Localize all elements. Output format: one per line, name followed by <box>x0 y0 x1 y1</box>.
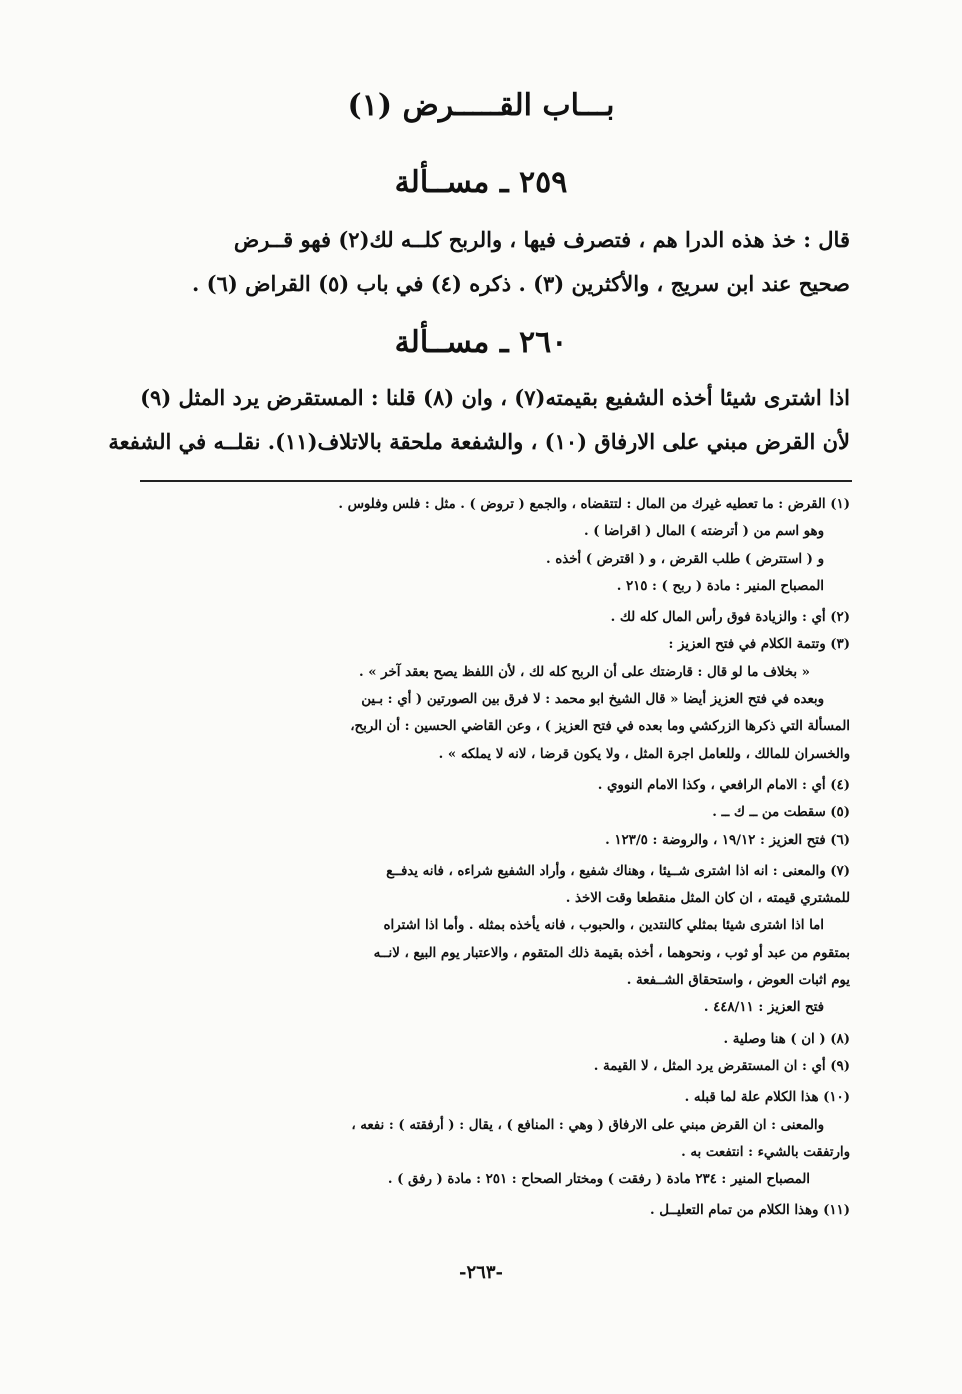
footnote-line: (٥) سقطت من ــ ك ــ . <box>712 805 850 821</box>
footnote-line: « بخلاف ما لو قال : قارضتك على أن الربح كله لك ، لأن اللفظ يصح بعقد آخر » . <box>358 664 810 680</box>
footnote-divider <box>140 480 852 482</box>
footnote-line: المصباح المنير : ٢٣٤ مادة ( رفقت ) ومختار الصحاح : ٢٥١ : مادة ( رفق ) . <box>387 1172 810 1188</box>
issue-heading-259: ٢٥٩ ـ مســألة <box>394 165 568 200</box>
issue-text-line: لأن القرض مبني على الارفاق (١٠) ، والشفعة ملحقة بالاتلاف(١١). نقلــه في الشفعة <box>108 429 850 454</box>
footnote-line: (٧) والمعنى : انه اذا اشترى شــيئا ، وهناك شفيع ، وأراد الشفيع شراءه ، فانه يدفــع <box>386 863 850 879</box>
issue-text-line: اذا اشترى شيئا أخذه الشفيع بقيمته(٧) ، وان (٨) قلنا : المستقرض يرد المثل (٩) <box>140 385 850 410</box>
footnote-line: (٨) ( ان ) هنا وصلية . <box>723 1031 850 1047</box>
footnote-line: بمتقوم من عبد أو ثوب ، ونحوهما ، أخذه بقيمة ذلك المتقوم ، والاعتبار يوم البيع ، لانــه <box>373 945 850 961</box>
footnote-line: المسألة التي ذكرها الزركشي وما بعده في فتح العزيز ) ، وعن القاضي الحسين : أن الربح، <box>350 719 850 735</box>
footnote-line: وبعده في فتح العزيز أيضا « قال الشيخ ابو محمد : لا فرق بين الصورتين ( أي : بـين <box>361 692 824 708</box>
chapter-title: بـــاب القـــــرض (١) <box>347 88 615 123</box>
issue-text-line: قال : خذ هذه الدرا هم ، فتصرف فيها ، والربح كلــه لك(٢) فهو قــرض <box>233 227 850 252</box>
issue-text-259 <box>138 218 850 306</box>
footnote-line: (١٠) هذا الكلام علة لما قبله . <box>684 1090 850 1106</box>
footnote-line: (٤) أي : الامام الرافعي ، وكذا الامام النووي . <box>597 777 850 793</box>
footnote-line: وهو اسم من ( أترضته ) المال ( اقراضا ) . <box>583 524 824 540</box>
footnote-line: (٩) أي : ان المستقرض يرد المثل ، لا القيمة . <box>593 1058 850 1074</box>
footnote-line: للمشتري قيمته ، ان كان المثل منقطعا وقت الاخذ . <box>565 891 850 907</box>
footnote-line: المصباح المنير : مادة ( ربح ) : ٢١٥ . <box>616 578 824 594</box>
footnote-line: (١) القرض : ما تعطيه غيرك من المال : لتتقضاه ، والجمع ( تروض ) . مثل : فلس وفلوس . <box>338 497 850 512</box>
issue-text-line: صحيح عند ابن سريج ، والأكثرين (٣) . ذكره (٤) في باب (٥) القراض (٦) . <box>192 271 850 296</box>
page-number: -٢٦٣- <box>459 1262 503 1283</box>
footnote-line: و ( استترض ) طلب القرض ، و ( اقترض ) أخذه . <box>545 551 824 567</box>
footnote-line: (١١) وهذا الكلام من تمام التعليــل . <box>649 1203 850 1219</box>
footnote-line: والخسران للمالك ، وللعامل اجرة المثل ، ولا يكون قرضا ، لانه لا يملكه » . <box>438 746 850 762</box>
footnote-line: والمعنى : ان القرض مبني على الارفاق ( وهي : المنافع ) ، يقال : ( أرفقته ) : نفعه ، <box>351 1117 824 1133</box>
footnote-line: (٦) فتح العزيز : ١٩/١٢ ، والروضة : ١٢٣/٥ . <box>605 832 850 848</box>
footnote-line: اما اذا اشترى شيئا بمثلي كالنتدين ، والحبوب ، فانه يأخذه بمثله . وأما اذا اشتراه <box>383 918 824 934</box>
issue-text-260 <box>108 376 850 464</box>
footnote-line: (٣) وتتمة الكلام في فتح العزيز : <box>668 637 850 653</box>
footnote-line: وارتفقت بالشيء : انتفعت به . <box>681 1144 850 1160</box>
footnote-line: فتح العزيز : ٤٤٨/١١ . <box>703 1000 824 1016</box>
footnotes <box>138 487 850 1225</box>
issue-heading-260: ٢٦٠ ـ مســألة <box>394 325 568 360</box>
footnote-line: (٢) أي : والزيادة فوق رأس المال كله لك . <box>610 610 850 626</box>
footnote-line: يوم اثبات العوض ، واستحقاق الشــفعة . <box>626 973 850 989</box>
